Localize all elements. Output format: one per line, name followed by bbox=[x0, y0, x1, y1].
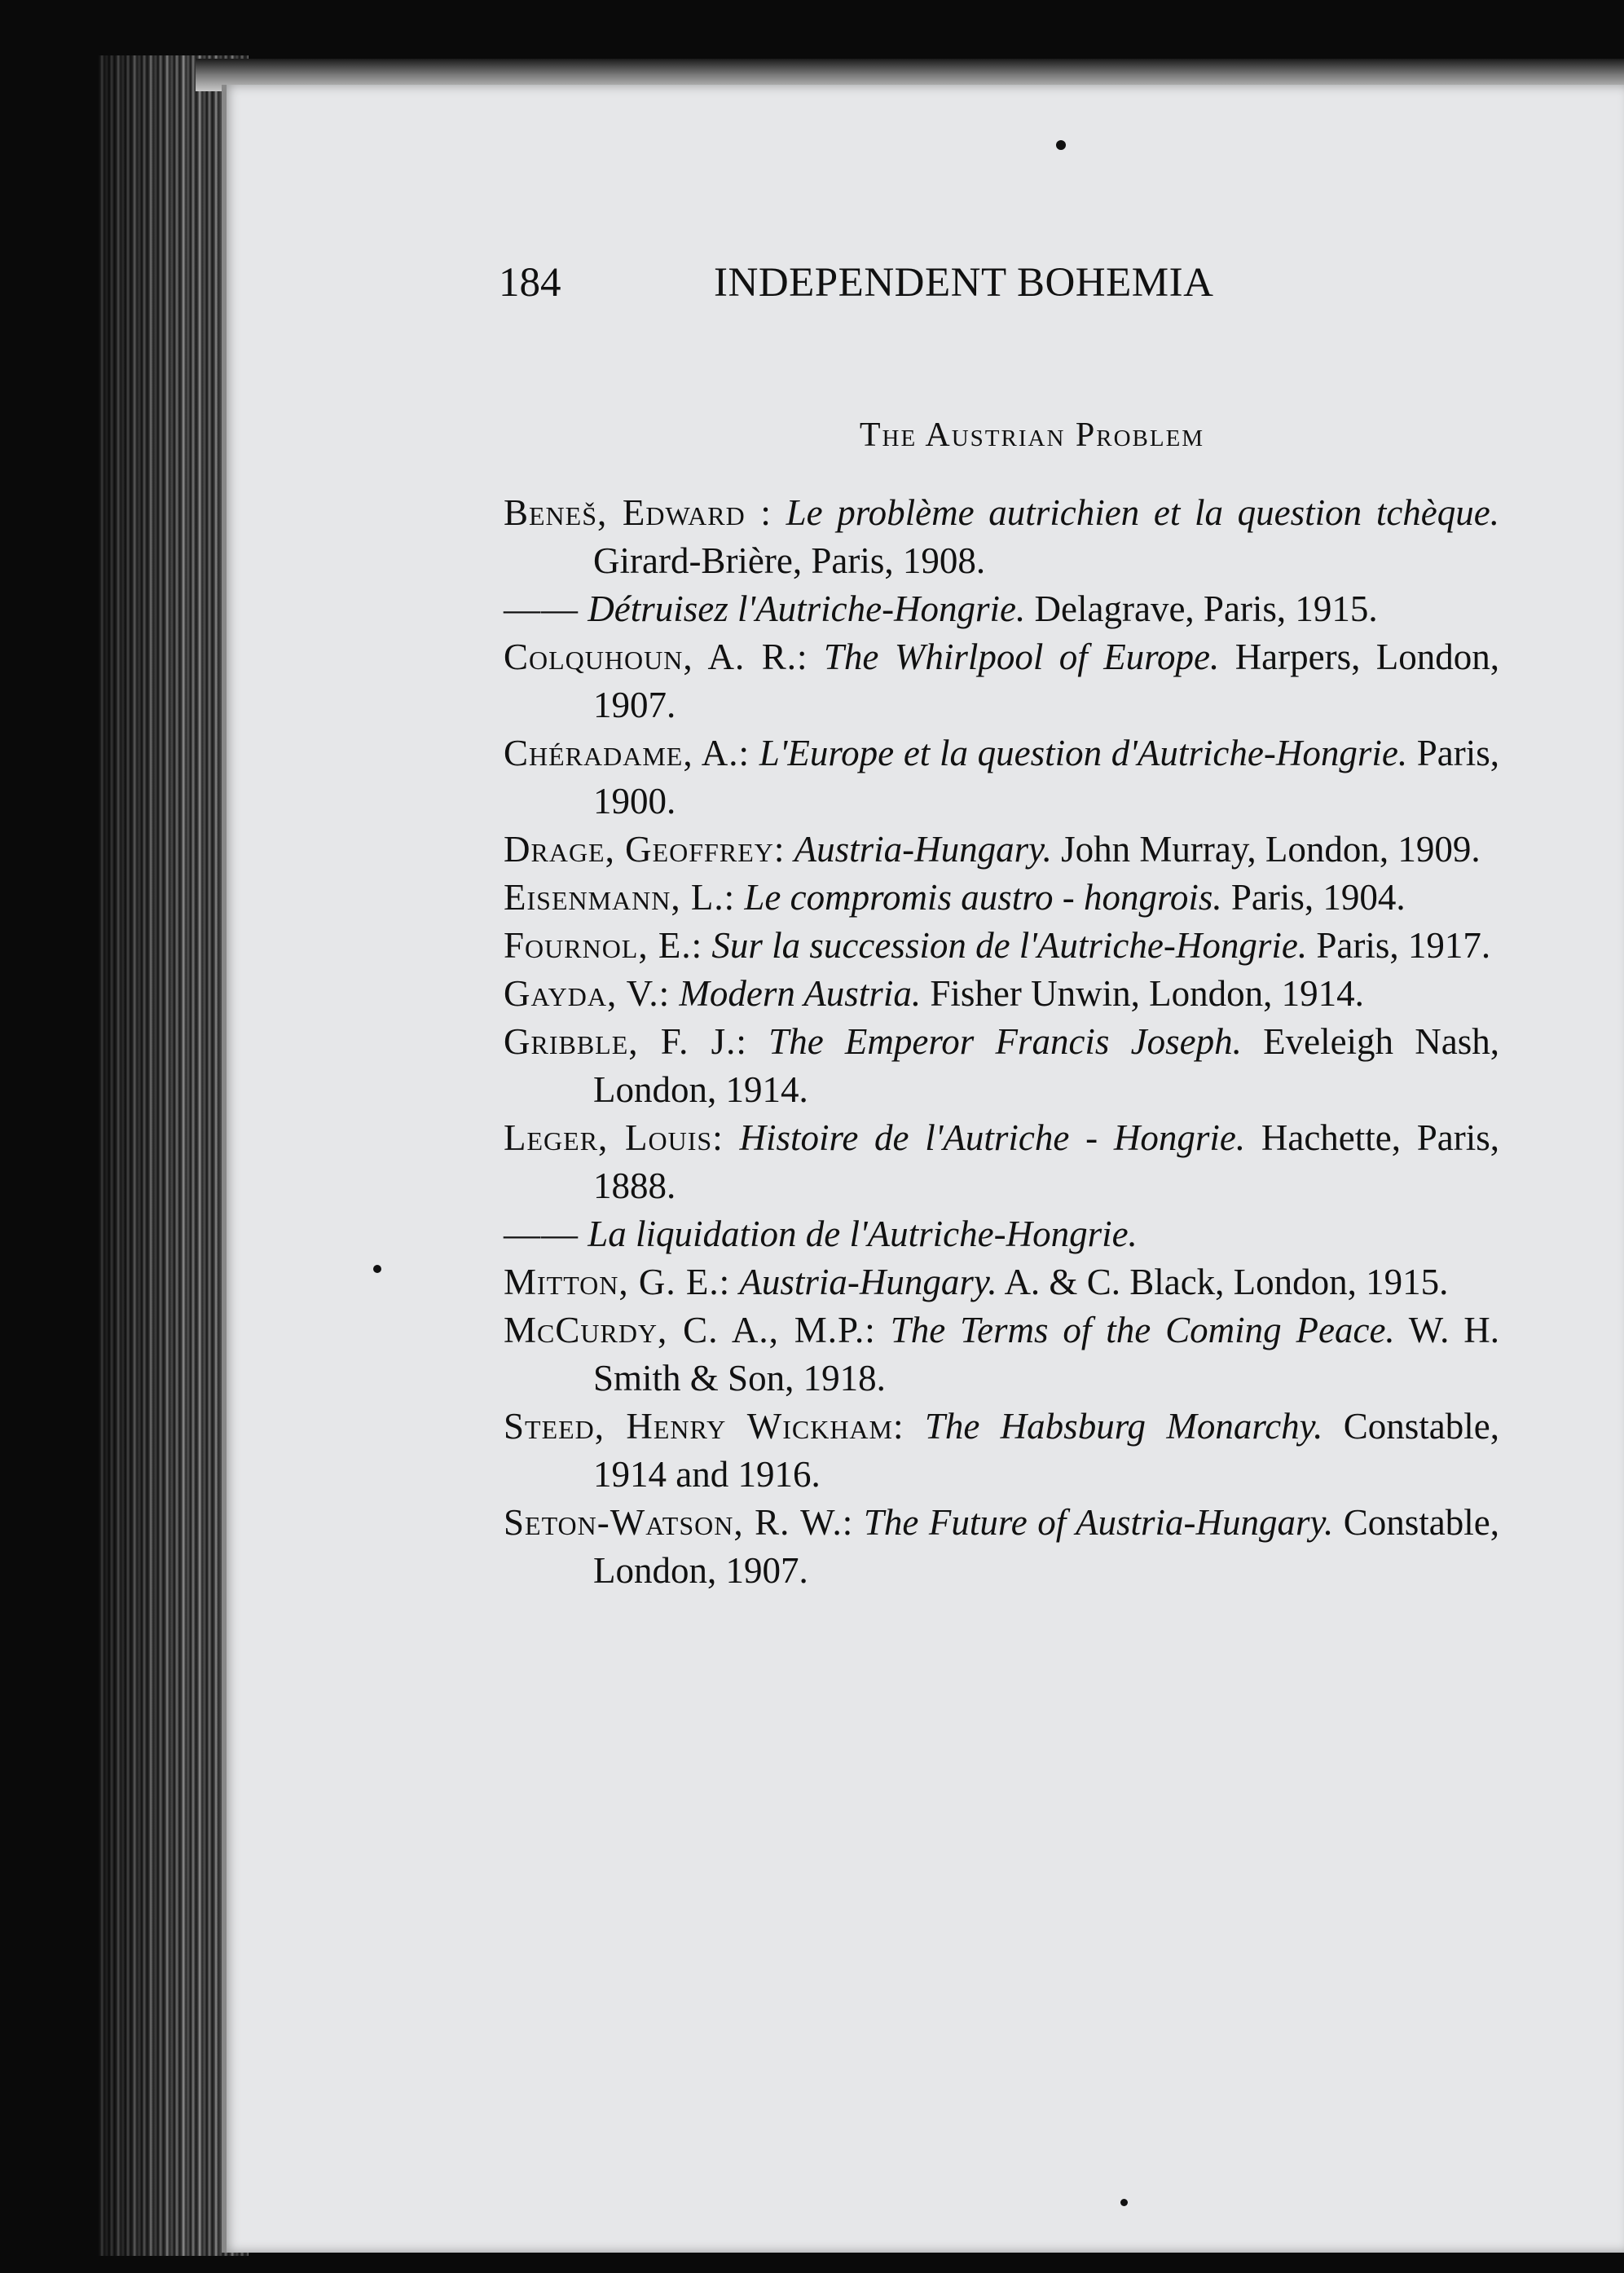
entry-author: —— bbox=[504, 1214, 579, 1254]
bibliography-entry bbox=[504, 1499, 1499, 1595]
entry-publisher: John Murray, London, 1909. bbox=[1061, 829, 1481, 870]
entry-publisher: Delagrave, Paris, 1915. bbox=[1034, 588, 1378, 629]
entry-title: Austria-Hungary. bbox=[794, 829, 1052, 870]
bibliography-entry bbox=[504, 489, 1499, 585]
entry-title: Le problème autrichien et la question tchèque. bbox=[786, 492, 1499, 533]
entry-publisher: Paris, 1917. bbox=[1316, 925, 1491, 966]
bibliography-entry bbox=[504, 874, 1499, 922]
bibliography-entry bbox=[504, 1018, 1499, 1114]
bibliography-entry bbox=[504, 1114, 1499, 1210]
entry-publisher: Fisher Unwin, London, 1914. bbox=[930, 973, 1364, 1014]
entry-title: L'Europe et la question d'Autriche-Hongrie. bbox=[759, 733, 1408, 773]
entry-author: Colquhoun, A. R.: bbox=[504, 637, 808, 677]
bibliography-entry bbox=[504, 633, 1499, 729]
bibliography-entry bbox=[504, 1258, 1499, 1306]
entry-author: Leger, Louis: bbox=[504, 1117, 724, 1158]
bibliography-entry bbox=[504, 1210, 1499, 1258]
entry-title: Modern Austria. bbox=[679, 973, 922, 1014]
entry-title: Le compromis austro - hongrois. bbox=[744, 877, 1222, 918]
entry-author: Chéradame, A.: bbox=[504, 733, 750, 773]
bibliography-entry bbox=[504, 826, 1499, 874]
speck-left bbox=[373, 1265, 381, 1273]
entry-title: La liquidation de l'Autriche-Hongrie. bbox=[588, 1214, 1138, 1254]
section-title bbox=[0, 416, 1624, 455]
bibliography-entry bbox=[504, 1306, 1499, 1403]
entry-publisher: Hachette, Paris, 1888. bbox=[593, 1117, 1500, 1206]
entry-title: Sur la succession de l'Autriche-Hongrie. bbox=[711, 925, 1308, 966]
entry-author: Mitton, G. E.: bbox=[504, 1262, 731, 1302]
entry-publisher: A. & C. Black, London, 1915. bbox=[1004, 1262, 1449, 1302]
entry-publisher: Constable, 1914 and 1916. bbox=[593, 1406, 1499, 1495]
entry-publisher: Paris, 1904. bbox=[1230, 877, 1406, 918]
entry-publisher: Harpers, London, 1907. bbox=[593, 637, 1500, 725]
entry-title: The Future of Austria-Hungary. bbox=[863, 1502, 1334, 1543]
bibliography-entry bbox=[504, 585, 1499, 633]
bibliography-entry bbox=[504, 1403, 1499, 1499]
page-number: 184 bbox=[499, 260, 561, 306]
entry-title: Détruisez l'Autriche-Hongrie. bbox=[588, 588, 1026, 629]
entry-title: The Terms of the Coming Peace. bbox=[890, 1310, 1395, 1350]
entry-author: —— bbox=[504, 588, 579, 629]
entry-author: Beneš, Edward : bbox=[504, 492, 772, 533]
page-gutter bbox=[222, 85, 227, 2253]
entry-title: Histoire de l'Autriche - Hongrie. bbox=[739, 1117, 1246, 1158]
entry-author: Fournol, E.: bbox=[504, 925, 703, 966]
entry-author: Drage, Geoffrey: bbox=[504, 829, 786, 870]
section-title-text: The Austrian Problem bbox=[859, 416, 1205, 454]
speck-bottom bbox=[1120, 2199, 1128, 2206]
entry-author: McCurdy, C. A., M.P.: bbox=[504, 1310, 876, 1350]
entry-publisher: Paris, 1900. bbox=[593, 733, 1500, 822]
speck-top bbox=[1056, 140, 1066, 150]
bibliography-entry bbox=[504, 970, 1499, 1018]
entry-title: The Whirlpool of Europe. bbox=[823, 637, 1220, 677]
entry-author: Seton-Watson, R. W.: bbox=[504, 1502, 854, 1543]
entry-author: Eisenmann, L.: bbox=[504, 877, 736, 918]
bibliography-list bbox=[504, 489, 1499, 1595]
entry-title: The Emperor Francis Joseph. bbox=[768, 1021, 1242, 1062]
bibliography-entry bbox=[504, 922, 1499, 970]
entry-publisher: Constable, London, 1907. bbox=[593, 1502, 1500, 1591]
entry-author: Gayda, V.: bbox=[504, 973, 671, 1014]
entry-publisher: Girard-Brière, Paris, 1908. bbox=[593, 540, 986, 581]
entry-author: Gribble, F. J.: bbox=[504, 1021, 747, 1062]
entry-author: Steed, Henry Wickham: bbox=[504, 1406, 904, 1447]
entry-publisher: W. H. Smith & Son, 1918. bbox=[593, 1310, 1499, 1399]
bibliography-entry bbox=[504, 729, 1499, 826]
running-head: INDEPENDENT BOHEMIA bbox=[714, 260, 1214, 306]
entry-publisher: Eveleigh Nash, London, 1914. bbox=[593, 1021, 1500, 1110]
entry-title: Austria-Hungary. bbox=[739, 1262, 997, 1302]
entry-title: The Habsburg Monarchy. bbox=[924, 1406, 1323, 1447]
